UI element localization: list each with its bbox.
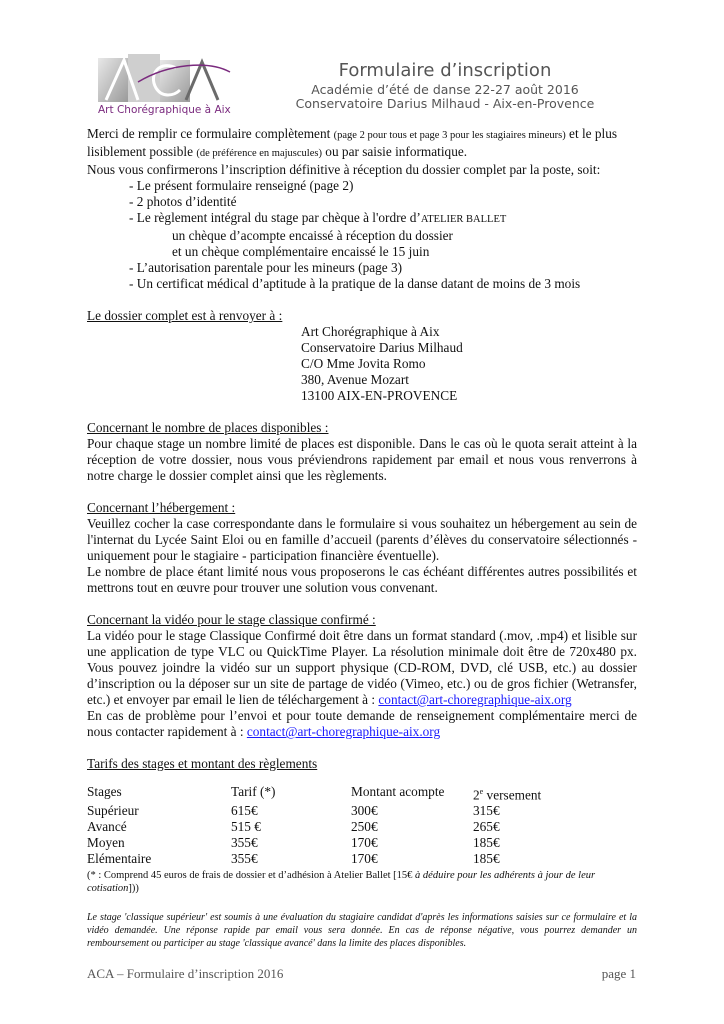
intro-text-d: (de préférence en majuscules) [196,148,322,159]
header-subtitle-venue: Conservatoire Darius Milhaud - Aix-en-Provence [295,96,595,111]
intro-paragraph [87,126,637,162]
places-paragraph: Pour chaque stage un nombre limité de places est disponible. Dans le cas où le quota serait atteint à la réception de votre dossier, nous vous préviendrons rapidement par email et nous vous renverrons à notre charge le dossier complet ainsi que les règlements. [87,436,637,483]
address-line: 380, Avenue Mozart [301,372,409,387]
contact-email-link-2[interactable]: contact@art-choregraphique-aix.org [246,724,441,739]
versement-sup: e [479,787,484,796]
intro-text-e: ou par saisie informatique. [321,144,468,159]
video-heading: Concernant la vidéo pour le stage classique confirmé : [87,612,376,627]
footnote-text-b: à déduire pour les adhérents à jour de leur cotisation [87,870,596,895]
confirmation-paragraph: Nous vous confirmerons l’inscription définitive à réception du dossier complet par la poste, soit: [87,162,601,177]
col-header-versement [473,784,593,803]
table-row [87,819,593,835]
footnote-text-a: (* : Comprend 45 euros de frais de dossier et d’adhésion à Atelier Ballet [15€ [87,870,416,882]
intro-text-c: et le plus lisiblement possible [87,126,618,159]
checklist-subitem: et un chèque complémentaire encaissé le 15 juin [172,244,430,259]
table-row [87,803,593,819]
cell-tarif: 355€ [231,835,258,851]
address-heading: Le dossier complet est à renvoyer à : [87,308,283,323]
address-line: Art Chorégraphique à Aix [301,324,440,339]
cell-acompte: 300€ [351,803,378,819]
logo-caption: Art Chorégraphique à Aix [98,104,231,116]
checklist-item: - 2 photos d’identité [129,194,237,209]
places-heading: Concernant le nombre de places disponibles : [87,420,329,435]
col-header-acompte: Montant acompte [351,784,445,799]
page-number: page 1 [601,966,636,981]
footer-title: ACA – Formulaire d’inscription 2016 [87,966,284,981]
cell-tarif: 515 € [231,819,261,835]
col-header-stages: Stages [87,784,122,799]
checklist-item: - L’autorisation parentale pour les mineurs (page 3) [129,260,403,275]
tarif-footnote [87,869,637,895]
housing-paragraph-2: Le nombre de place étant limité nous vous proposerons le cas échéant différentes autres possibilités et mettrons tout en œuvre pour trouver une solution vous convenant. [87,564,637,595]
checklist-item [87,210,637,228]
cell-tarif: 615€ [231,803,258,819]
cell-acompte: 170€ [351,835,378,851]
tarifs-heading: Tarifs des stages et montant des règlements [87,756,318,771]
table-row [87,851,593,867]
page-title: Formulaire d’inscription [338,60,552,81]
cell-tarif: 355€ [231,851,258,867]
footnote-text-c: ])) [128,883,139,895]
cell-versement: 315€ [473,803,500,819]
versement-num: 2 [473,787,480,803]
video-text: La vidéo pour le stage Classique Confirmé doit être dans un format standard (.mov, .mp4) et lisible sur une application de type VLC ou QuickTime Player. La résolution minimale doit être de 720x480 px. Vous pouvez joindre la vidéo sur un support physique (CD-ROM, DVD, clé USB, etc.) au dossier d’inscription ou la déposer sur un site de partage de vidéo (Vimeo, etc.) ou de gros fichier (Wetransfer, etc.) et envoyer par email le lien de téléchargement à : [87,628,637,707]
versement-text: versement [483,787,542,803]
checklist-item: - Le présent formulaire renseigné (page 2) [129,178,354,193]
cell-stage: Supérieur [87,803,139,819]
cell-stage: Moyen [87,835,125,851]
cell-acompte: 250€ [351,819,378,835]
cell-stage: Avancé [87,819,127,835]
video-paragraph [87,628,637,708]
evaluation-notice: Le stage 'classique supérieur' est soumis à une évaluation du stagiaire candidat d'après les informations saisies sur ce formulaire et la vidéo demandée. Une réponse rapide par email vous sera donnée. En cas de réponse négative, vous pourrez demander un remboursement ou participer au stage 'classique avancé' dans la limite des places disponibles. [87,912,637,950]
video-contact-text: En cas de problème pour l’envoi et pour toute demande de renseignement complémentaire merci de nous contacter rapidement à : [87,708,637,739]
cell-versement: 185€ [473,851,500,867]
checklist-item-text: - Le règlement intégral du stage par chèque à l'ordre d’ [129,210,421,225]
cell-versement: 185€ [473,835,500,851]
col-header-tarif: Tarif (*) [231,784,276,799]
document-body [87,126,637,950]
address-line: 13100 AIX-EN-PROVENCE [301,388,458,403]
checklist-item-payee: ATELIER BALLET [420,214,507,225]
checklist-item: - Un certificat médical d’aptitude à la pratique de la danse datant de moins de 3 mois [129,276,581,291]
cell-versement: 265€ [473,819,500,835]
housing-paragraph: Veuillez cocher la case correspondante dans le formulaire si vous souhaitez un hébergement au sein de l'internat du Lycée Saint Eloi ou en famille d’accueil (parents d’élèves du conservatoire sélectionnés - uniquement pour le stagiaire - participation financière éventuelle). [87,516,637,563]
contact-email-link[interactable]: contact@art-choregraphique-aix.org [378,692,572,707]
address-line: Conservatoire Darius Milhaud [301,340,463,355]
table-row [87,835,593,851]
video-contact-paragraph [87,708,637,740]
header-subtitle-dates: Académie d’été de danse 22-27 août 2016 [311,82,579,97]
tarifs-table [87,784,593,867]
checklist-subitem: un chèque d’acompte encaissé à réception du dossier [172,228,453,243]
cell-stage: Elémentaire [87,851,152,867]
address-line: C/O Mme Jovita Romo [301,356,426,371]
intro-text-a: Merci de remplir ce formulaire complètement [87,126,334,141]
cell-acompte: 170€ [351,851,378,867]
table-header-row [87,784,593,803]
housing-heading: Concernant l’hébergement : [87,500,236,515]
aca-logo [98,54,233,118]
intro-text-b: (page 2 pour tous et page 3 pour les stagiaires mineurs) [333,130,566,141]
